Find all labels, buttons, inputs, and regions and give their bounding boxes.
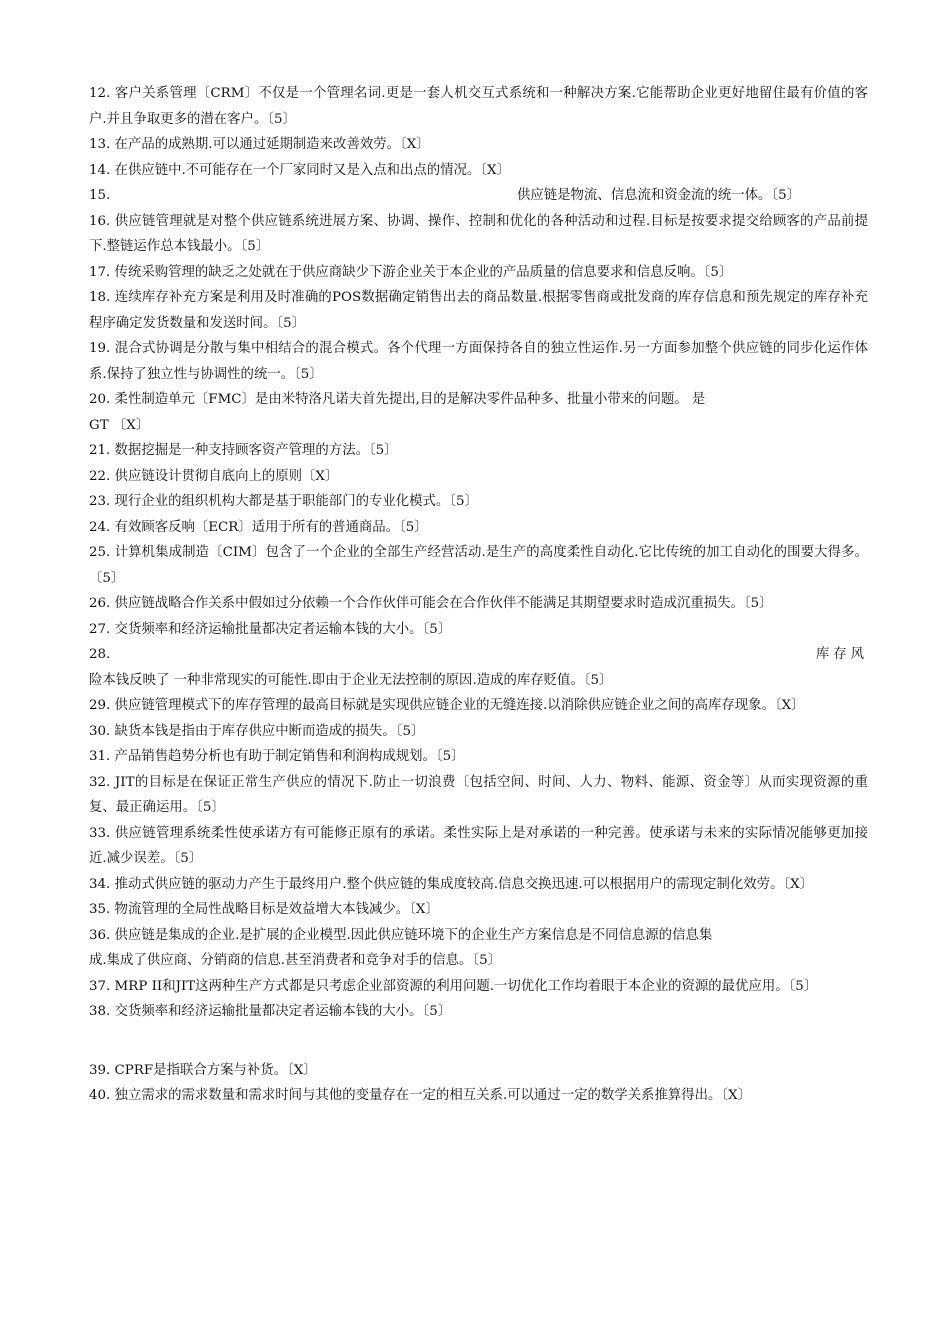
item-35: 35. 物流管理的全局性战略目标是效益增大本钱减少。〔X〕 xyxy=(89,902,439,917)
blank-gap xyxy=(89,1025,868,1058)
item-27: 27. 交货频率和经济运输批量都决定者运输本钱的大小。〔5〕 xyxy=(89,621,452,637)
item-16: 16. 供应链管理就是对整个供应链系统进展方案、协调、操作、控制和优化的各种活动和过程.目标是按要求提交给顾客的产品前提下.整链运作总本钱最小。〔5〕 xyxy=(89,213,868,254)
item-38: 38. 交货频率和经济运输批量都决定者运输本钱的大小。〔5〕 xyxy=(89,1004,452,1019)
item-26: 26. 供应链战略合作关系中假如过分依赖一个合作伙伴可能会在合作伙伴不能满足其期望要求时造成沉重损失。〔5〕 xyxy=(89,596,773,611)
item-37: 37. MRP II和JIT这两种生产方式都是只考虑企业部资源的利用问题.一切优化工作均着眼于本企业的资源的最优应用。〔5〕 xyxy=(89,978,818,994)
item-12: 12. 客户关系管理〔CRM〕不仅是一个管理名词.更是一套人机交互式系统和一种解决方案.它能帮助企业更好地留住最有价值的客户.并且争取更多的潜在客户。〔5〕 xyxy=(89,86,868,127)
item-34: 34. 推动式供应链的驱动力产生于最终用户.整个供应链的集成度较高.信息交换迅速.可以根据用户的需现定制化效劳。〔X〕 xyxy=(89,876,814,892)
item-20-line1: 20. 柔性制造单元〔FMC〕是由米特洛凡诺夫首先提出,目的是解决零件品种多、批量小带来的问题。 是 xyxy=(89,392,706,407)
item-24: 24. 有效顾客反响〔ECR〕适用于所有的普通商品。〔5〕 xyxy=(89,519,428,535)
item-30: 30. 缺货本钱是指由于库存供应中断而造成的损失。〔5〕 xyxy=(89,723,425,739)
item-36-line1: 36. 供应链是集成的企业.是扩展的企业模型.因此供应链环境下的企业生产方案信息是不同信息源的信息集 xyxy=(89,927,713,943)
item-15-number: 15. xyxy=(89,188,111,203)
item-28-line2: 险本钱反映了 一种非常现实的可能性.即由于企业无法控制的原因.造成的库存贬值。〔5〕 xyxy=(89,672,613,688)
item-31: 31. 产品销售趋势分析也有助于制定销售和利润构成规划。〔5〕 xyxy=(89,749,465,764)
item-13: 13. 在产品的成熟期.可以通过延期制造来改善效劳。〔X〕 xyxy=(89,137,430,152)
item-17: 17. 传统采购管理的缺乏之处就在于供应商缺少下游企业关于本企业的产品质量的信息要求和信息反响。〔5〕 xyxy=(89,264,733,280)
item-28-number: 28. xyxy=(89,647,111,662)
item-15 xyxy=(89,183,868,209)
item-28-tail: 库存风 xyxy=(815,647,868,662)
item-19: 19. 混合式协调是分散与集中相结合的混合模式。各个代理一方面保持各自的独立性运作.另一方面参加整个供应链的同步化运作体系.保持了独立性与协调性的统一。〔5〕 xyxy=(89,341,868,382)
item-28-line1 xyxy=(89,642,868,668)
item-18: 18. 连续库存补充方案是利用及时准确的POS数据确定销售出去的商品数量.根据零售商或批发商的库存信息和预先规定的库存补充程序确定发货数量和发送时间。〔5〕 xyxy=(89,290,868,331)
item-33: 33. 供应链管理系统柔性使承诺方有可能修正原有的承诺。柔性实际上是对承诺的一种完善。使承诺与未来的实际情况能够更加接近.减少误差。〔5〕 xyxy=(89,825,868,866)
item-40: 40. 独立需求的需求数量和需求时间与其他的变量存在一定的相互关系.可以通过一定的数学关系推算得出。〔X〕 xyxy=(89,1088,751,1103)
item-20-line2: GT 〔X〕 xyxy=(89,417,150,433)
item-36-line2: 成.集成了供应商、分销商的信息.甚至消费者和竞争对手的信息。〔5〕 xyxy=(89,953,502,968)
item-15-text: 供应链是物流、信息流和资金流的统一体。〔5〕 xyxy=(516,188,800,203)
item-39: 39. CPRF是指联合方案与补货。〔X〕 xyxy=(89,1062,317,1078)
item-21: 21. 数据挖掘是一种支持顾客资产管理的方法。〔5〕 xyxy=(89,443,398,458)
item-25: 25. 计算机集成制造〔CIM〕包含了一个企业的全部生产经营活动.是生产的高度柔性自动化.它比传统的加工自动化的围要大得多。〔5〕 xyxy=(89,545,868,586)
item-32: 32. JIT的目标是在保证正常生产供应的情况下.防止一切浪费〔包括空间、时间、人力、物料、能源、资金等〕从而实现资源的重复、最正确运用。〔5〕 xyxy=(89,774,868,815)
item-22: 22. 供应链设计贯彻自底向上的原则〔X〕 xyxy=(89,468,339,484)
item-29: 29. 供应链管理模式下的库存管理的最高目标就是实现供应链企业的无缝连接.以消除供应链企业之间的高库存现象。〔X〕 xyxy=(89,698,805,713)
item-23: 23. 现行企业的组织机构大都是基于职能部门的专业化模式。〔5〕 xyxy=(89,494,478,509)
item-14: 14. 在供应链中.不可能存在一个厂家同时又是入点和出点的情况。〔X〕 xyxy=(89,162,510,178)
